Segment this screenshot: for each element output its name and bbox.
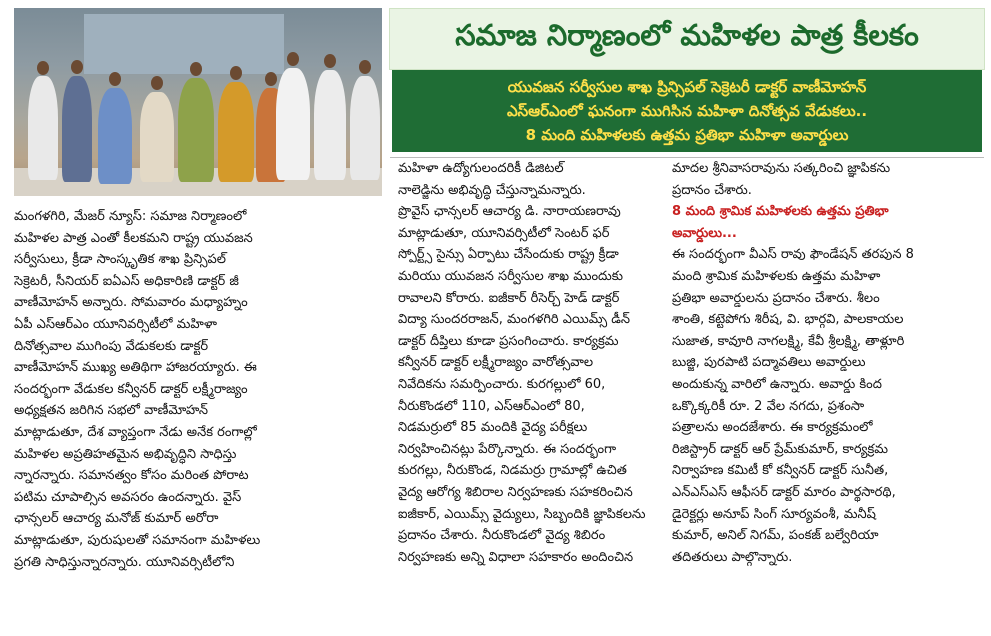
person-figure xyxy=(276,68,310,180)
subheadline-line-1: యువజన సర్వీసుల శాఖ ప్రిన్సిపల్ సెక్రెటరీ డాక్టర్ వాణీమోహన్ xyxy=(507,78,867,96)
text-line: మహిళల అప్రతిహతమైన అభివృద్ధిని సాధిస్తు xyxy=(14,446,237,462)
person-head xyxy=(359,60,371,74)
text-line: మహిళల పాత్ర ఎంతో కీలకమని రాష్ట్ర యువజన xyxy=(14,230,253,246)
person-figure xyxy=(28,76,58,180)
text-line: వాణీమోహన్ ముఖ్య అతిథిగా హాజరయ్యారు. ఈ xyxy=(14,360,257,376)
text-line: డైరెక్టర్లు అనూప్ సింగ్ సూర్యవంశీ, మనీష్ xyxy=(672,506,876,522)
text-line: నిర్వాహణ కమిటీ కో కన్వీనర్ డాక్టర్ సునీత, xyxy=(672,463,889,479)
projector-screen xyxy=(84,14,284,74)
text-line: మాదల శ్రీనివాసరావును సత్కరించి జ్ఞాపికను xyxy=(672,161,891,176)
text-line: విద్యా సుందరరాజన్, మంగళగిరి ఎయిమ్స్ డీన్ xyxy=(398,312,631,328)
text-line: ప్రదానం చేశారు. నీరుకొండలో వైద్య శిబిరం xyxy=(398,528,606,544)
subheadline-line-3: 8 మంది మహిళలకు ఉత్తమ ప్రతిభా మహిళా అవార్డులు xyxy=(525,126,849,144)
text-line: నాలెడ్జిను అభివృద్ధి చేస్తున్నామన్నారు. xyxy=(398,182,586,198)
person-figure xyxy=(218,82,254,182)
text-line: మాట్లాడుతూ, యూనివర్సిటీలో సెంటర్ ఫర్ xyxy=(398,225,610,241)
person-head xyxy=(324,54,336,68)
text-line: పత్రాలను అందజేశారు. ఈ కార్యక్రమంలో xyxy=(672,420,873,436)
text-line: మరియు యువజన సర్వీసుల శాఖ ముందుకు xyxy=(398,268,624,284)
article-column-1 xyxy=(14,206,384,573)
person-head xyxy=(265,72,277,86)
text-line: నీరుకొండలో 110, ఎస్ఆర్ఎంలో 80, xyxy=(398,398,585,414)
text-line: వైద్య ఆరోగ్య శిబిరాల నిర్వహణకు సహకరించిన xyxy=(398,484,633,500)
person-head xyxy=(230,66,242,80)
person-head xyxy=(190,62,202,76)
text-line: నిర్వహణకు అన్ని విధాలా సహకారం అందించిన xyxy=(398,549,634,565)
text-line: నివేదికను సమర్పించారు. కురగల్లులో 60, xyxy=(398,376,606,392)
text-line: రిజిస్ట్రార్ డాక్టర్ ఆర్ ప్రేమ్‌కుమార్, కార్యక్రమ xyxy=(672,441,889,457)
person-figure xyxy=(350,76,380,180)
person-head xyxy=(37,61,49,75)
person-head xyxy=(109,72,121,86)
text-line: ప్రదానం చేశారు. xyxy=(672,182,752,198)
article-column-2 xyxy=(398,158,660,568)
text-line: స్పోర్ట్స్ సైన్సు ఏర్పాటు చేసేందుకు రాష్ట్ర క్రీడా xyxy=(398,247,619,263)
text-line: తదితరులు పాల్గొన్నారు. xyxy=(672,549,793,565)
text-line: ఐజీకార్, ఎయిమ్స్ వైద్యులు, సిబ్బందికి జ్ఞాపికలను xyxy=(398,506,646,522)
person-figure xyxy=(140,92,174,182)
text-line: మంగళగిరి, మేజర్ న్యూస్: సమాజ నిర్మాణంలో xyxy=(14,209,247,224)
person-figure xyxy=(62,76,92,182)
text-line: సందర్భంగా వేడుకల కన్వీనర్ డాక్టర్ లక్ష్మీరాజ్యం xyxy=(14,381,248,397)
text-line: నిడమర్రులో 85 మందికి వైద్య పరీక్షలు xyxy=(398,420,588,436)
article-column-3 xyxy=(672,158,984,568)
text-line: నిర్వహించినట్లు పేర్కొన్నారు. ఈ సందర్భంగా xyxy=(398,441,617,457)
text-line: దినోత్సవాల ముగింపు వేడుకలకు డాక్టర్ xyxy=(14,338,209,354)
text-line: సెక్రెటరీ, సీనియర్ ఐఏఎస్ అధికారిణి డాక్టర్ జీ xyxy=(14,273,239,289)
text-line: ప్రొవైస్ ఛాన్సలర్ ఆచార్య డి. నారాయణరావు xyxy=(398,204,621,220)
person-figure xyxy=(98,88,132,184)
group-photo xyxy=(14,8,382,196)
text-line: మంది శ్రామిక మహిళలకు ఉత్తమ మహిళా xyxy=(672,268,881,284)
text-line: బుజ్జి, పురపాటి పద్మావతిలు అవార్డులు xyxy=(672,355,866,371)
text-line: ప్రగతి సాధిస్తున్నారన్నారు. యూనివర్సిటీలోని xyxy=(14,554,235,570)
text-line: కురగల్లు, నీరుకొండ, నిడమర్రు గ్రామాల్లో ఉచిత xyxy=(398,463,627,479)
text-line: ప్రతిభా అవార్డులను ప్రదానం చేశారు. శీలం xyxy=(672,290,880,306)
person-head xyxy=(151,76,163,90)
person-head xyxy=(287,52,299,66)
text-line: న్నారన్నారు. సమానత్వం కోసం మరింత పోరాట xyxy=(14,468,249,484)
text-line: మాట్లాడుతూ, పురుషులతో సమానంగా మహిళలు xyxy=(14,532,261,548)
section-subheading: 8 మంది శ్రామిక మహిళలకు ఉత్తమ ప్రతిభా xyxy=(672,204,889,220)
text-line: రావాలని కోరారు. ఐజీకార్ రీసెర్చ్ హెడ్ డాక్టర్ xyxy=(398,290,620,306)
text-line: ఒక్కొక్కరికీ రూ. 2 వేల నగదు, ప్రశంసా xyxy=(672,398,865,414)
headline: సమాజ నిర్మాణంలో మహిళల పాత్ర కీలకం xyxy=(455,18,919,52)
person-head xyxy=(71,60,83,74)
text-line: పటిమ చూపాల్సిన అవసరం ఉందన్నారు. వైస్ xyxy=(14,489,242,505)
text-line: అందుకున్న వారిలో ఉన్నారు. అవార్డు కింద xyxy=(672,376,882,392)
subheadline-box xyxy=(392,70,982,152)
text-line: సుజాత, కావూరి నాగలక్ష్మి, కేవీ శ్రీలక్ష్మి, తాళ్లూరి xyxy=(672,333,905,349)
text-line: ఈ సందర్భంగా వీఎస్ రావు ఫౌండేషన్ తరపున 8 xyxy=(672,247,914,263)
section-subheading: అవార్డులు... xyxy=(672,225,737,241)
subheadline-line-2: ఎస్ఆర్ఎంలో ఘనంగా ముగిసిన మహిళా దినోత్సవ వేడుకలు.. xyxy=(506,102,868,120)
text-line: వాణీమోహన్ అన్నారు. సోమవారం మధ్యాహ్నం xyxy=(14,295,248,311)
text-line: శాంతి, కట్టెపోగు శిరీష, వి. భార్గవి, పాలకాయల xyxy=(672,312,904,328)
text-line: కన్వీనర్ డాక్టర్ లక్ష్మీరాజ్యం వారోత్సవాల xyxy=(398,355,594,371)
person-figure xyxy=(314,70,346,180)
text-line: మాట్లాడుతూ, దేశ వ్యాప్తంగా నేడు అనేక రంగాల్లో xyxy=(14,424,257,440)
text-line: ఛాన్సలర్ ఆచార్య మనోజ్ కుమార్ అరోరా xyxy=(14,511,219,527)
headline-banner xyxy=(389,8,985,70)
text-line: కుమార్, అనిల్ నిగమ్, పంకజ్ బల్వేరియా xyxy=(672,528,879,544)
text-line: సర్వీసులు, క్రీడా సాంస్కృతిక శాఖ ప్రిన్సిపల్ xyxy=(14,252,226,268)
text-line: మహిళా ఉద్యోగులందరికీ డిజిటల్ xyxy=(398,161,564,176)
text-line: ఏపీ ఎస్ఆర్ఎం యూనివర్సిటీలో మహిళా xyxy=(14,316,217,332)
person-figure xyxy=(178,78,214,182)
text-line: అధ్యక్షతన జరిగిన సభలో వాణీమోహన్ xyxy=(14,403,209,419)
text-line: ఎన్ఎస్ఎస్ ఆఫీసర్ డాక్టర్ మారం పార్థసారథి, xyxy=(672,484,896,500)
text-line: డాక్టర్ దీప్తిలు కూడా ప్రసంగించారు. కార్యక్రమ xyxy=(398,333,619,349)
